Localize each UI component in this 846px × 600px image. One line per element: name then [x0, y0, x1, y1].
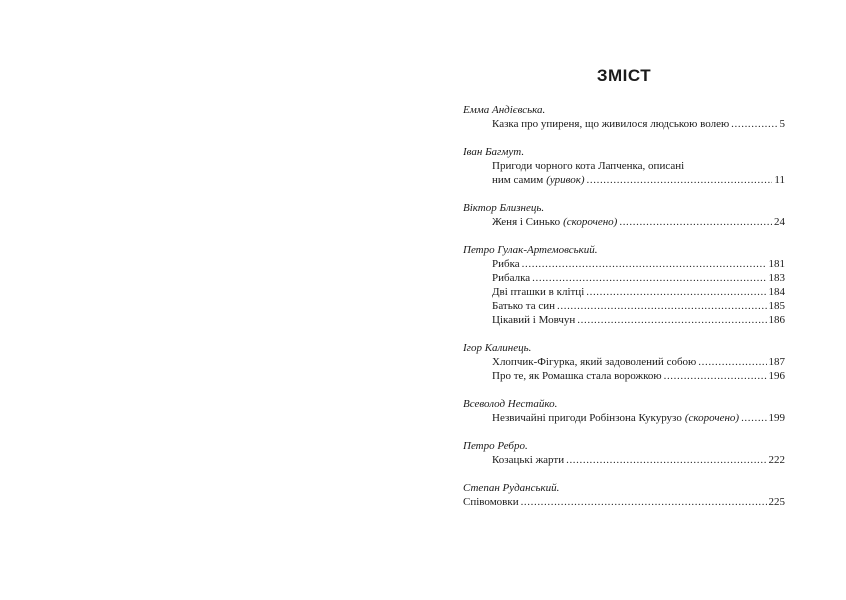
toc-section	[463, 397, 785, 425]
entry-title: Цікавий і Мовчун	[492, 314, 576, 326]
author-name: Петро Гулак-Артемовський.	[463, 244, 598, 256]
author-name: Віктор Близнець.	[463, 202, 545, 214]
toc-list	[463, 103, 785, 523]
dot-leader	[731, 117, 777, 131]
entry-title: Хлопчик-Фігурка, який задоволений собою	[492, 356, 697, 368]
toc-entry[interactable]	[463, 313, 785, 327]
toc-entry[interactable]	[463, 215, 785, 229]
dot-leader	[741, 411, 766, 425]
page-number: 181	[768, 258, 785, 270]
entry-title-line: Пригоди чорного кота Лапченка, описані	[492, 160, 685, 172]
page-number: 199	[768, 412, 785, 424]
entry-title: Козацькі жарти	[492, 454, 565, 466]
toc-section	[463, 243, 785, 327]
toc-page	[463, 0, 785, 600]
dot-leader	[698, 355, 766, 369]
page-number: 11	[774, 174, 785, 186]
toc-section	[463, 103, 785, 131]
entry-title: Женя і Синько	[492, 216, 561, 228]
page-number: 185	[768, 300, 785, 312]
entry-title: Рибалка	[492, 272, 531, 284]
page-number: 187	[768, 356, 785, 368]
dot-leader	[522, 257, 767, 271]
toc-section	[463, 481, 785, 509]
entry-title: ним самим	[492, 174, 544, 186]
toc-entry[interactable]	[463, 285, 785, 299]
entry-title: Казка про упиреня, що живилося людською волею	[492, 118, 730, 130]
toc-section	[463, 341, 785, 383]
author-name: Степан Руданський.	[463, 482, 560, 494]
entry-note: (скорочено)	[563, 216, 618, 228]
dot-leader	[521, 495, 767, 509]
author-name: Всеволод Нестайко.	[463, 398, 558, 410]
author-name: Петро Ребро.	[463, 440, 528, 452]
toc-entry[interactable]	[463, 453, 785, 467]
page-number: 222	[768, 454, 785, 466]
page-number: 186	[768, 314, 785, 326]
page-number: 24	[774, 216, 785, 228]
author-name: Емма Андієвська.	[463, 104, 546, 116]
page-number: 184	[768, 286, 785, 298]
dot-leader	[532, 271, 766, 285]
entry-title: Про те, як Ромашка стала ворожкою	[492, 370, 662, 382]
page-number: 183	[768, 272, 785, 284]
toc-entry[interactable]	[463, 299, 785, 313]
entry-title: Незвичайні пригоди Робінзона Кукурузо	[492, 412, 682, 424]
toc-entry[interactable]	[463, 271, 785, 285]
dot-leader	[586, 285, 766, 299]
toc-entry[interactable]	[463, 173, 785, 187]
toc-entry[interactable]	[463, 411, 785, 425]
dot-leader	[664, 369, 767, 383]
dot-leader	[577, 313, 766, 327]
toc-section	[463, 439, 785, 467]
toc-entry[interactable]	[463, 495, 785, 509]
author-name: Ігор Калинець.	[463, 342, 532, 354]
entry-title: Рибка	[492, 258, 520, 270]
toc-entry[interactable]	[463, 257, 785, 271]
entry-title: Співомовки	[463, 496, 519, 508]
dot-leader	[566, 453, 766, 467]
toc-section	[463, 145, 785, 187]
dot-leader	[587, 173, 773, 187]
entry-title: Батько та син	[492, 300, 556, 312]
page-number: 196	[768, 370, 785, 382]
toc-entry[interactable]	[463, 355, 785, 369]
author-name: Іван Багмут.	[463, 146, 525, 158]
entry-note: (уривок)	[546, 174, 585, 186]
page-number: 5	[779, 118, 785, 130]
dot-leader	[557, 299, 766, 313]
page-number: 225	[768, 496, 785, 508]
dot-leader	[619, 215, 772, 229]
toc-section	[463, 201, 785, 229]
toc-entry[interactable]	[463, 117, 785, 131]
page-title: ЗМІСТ	[596, 66, 652, 85]
entry-note: (скорочено)	[684, 412, 740, 424]
toc-entry[interactable]	[463, 369, 785, 383]
entry-title: Дві пташки в клітці	[492, 286, 585, 298]
